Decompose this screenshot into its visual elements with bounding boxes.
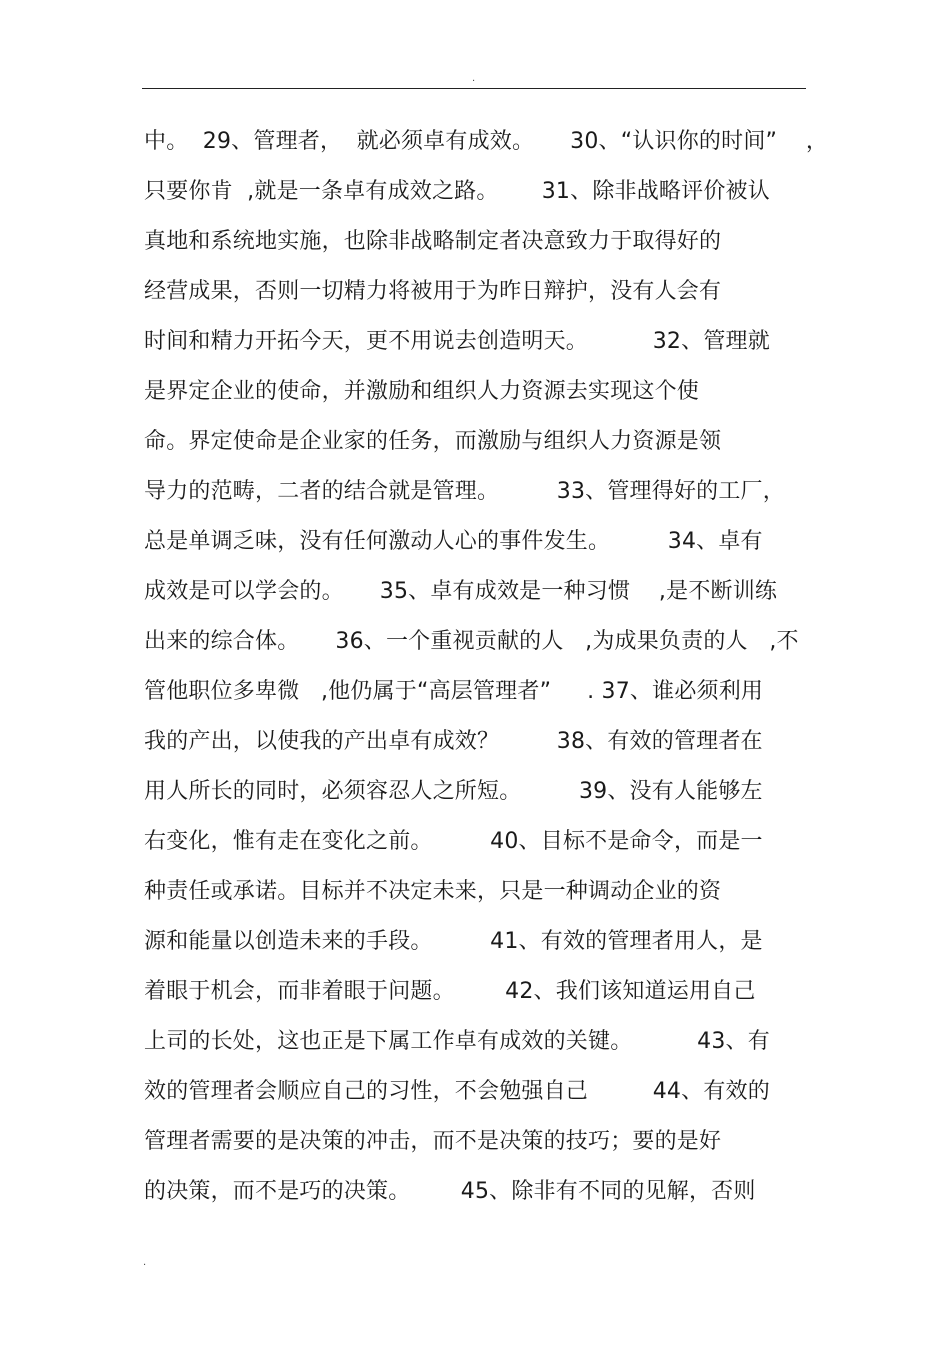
text-line: 是界定企业的使命，并激励和组织人力资源去实现这个使	[144, 379, 700, 404]
text-line: 管理者需要的是决策的冲击，而不是决策的技巧；要的是好	[144, 1129, 722, 1154]
text-line: 总是单调乏味，没有任何激动人心的事件发生。 34、卓有	[144, 529, 763, 554]
text-line: 导力的范畴，二者的结合就是管理。 33、管理得好的工厂，	[144, 479, 785, 504]
footer-dot: .	[143, 1257, 147, 1268]
text-line: 我的产出，以使我的产出卓有成效？ 38、有效的管理者在	[144, 729, 763, 754]
text-line: 的决策，而不是巧的决策。 45、除非有不同的见解，否则	[144, 1179, 756, 1204]
text-line: 命。界定使命是企业家的任务，而激励与组织人力资源是领	[144, 429, 722, 454]
header-dot: .	[472, 73, 476, 84]
text-line: 经营成果，否则一切精力将被用于为昨日辩护，没有人会有	[144, 279, 722, 304]
text-line: 着眼于机会，而非着眼于问题。 42、我们该知道运用自己	[144, 979, 756, 1004]
text-line: 时间和精力开拓今天，更不用说去创造明天。 32、管理就	[144, 329, 770, 354]
text-line: 源和能量以创造未来的手段。 41、有效的管理者用人，是	[144, 929, 763, 954]
header-rule	[142, 88, 806, 89]
text-line: 中。 29、管理者， 就必须卓有成效。 30、“认识你的时间” ，	[144, 129, 829, 154]
text-line: 只要你肯 ,就是一条卓有成效之路。 31、除非战略评价被认	[144, 179, 770, 204]
text-line: 真地和系统地实施，也除非战略制定者决意致力于取得好的	[144, 229, 722, 254]
text-line: 右变化，惟有走在变化之前。 40、目标不是命令，而是一	[144, 829, 763, 854]
text-line: 用人所长的同时，必须容忍人之所短。 39、没有人能够左	[144, 779, 763, 804]
text-line: 管他职位多卑微 ,他仍属于“高层管理者” . 37、谁必须利用	[144, 679, 764, 704]
text-line: 效的管理者会顺应自己的习性，不会勉强自己 44、有效的	[144, 1079, 770, 1104]
document-body	[144, 117, 829, 1217]
text-line: 出来的综合体。 36、一个重视贡献的人 ,为成果负责的人 ,不	[144, 629, 799, 654]
text-line: 成效是可以学会的。 35、卓有成效是一种习惯 ,是不断训练	[144, 579, 778, 604]
text-line: 种责任或承诺。目标并不决定未来，只是一种调动企业的资	[144, 879, 722, 904]
text-line: 上司的长处，这也正是下属工作卓有成效的关键。 43、有	[144, 1029, 770, 1054]
